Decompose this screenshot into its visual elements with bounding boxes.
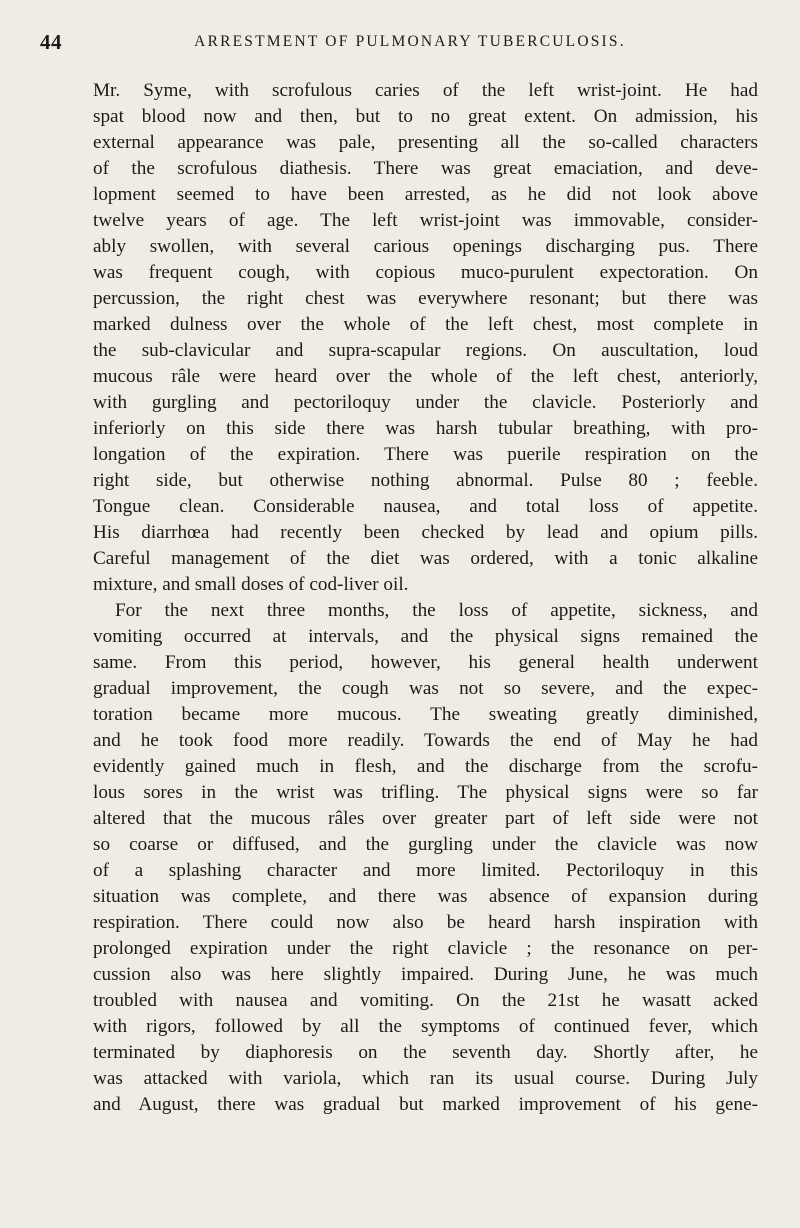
text-line: with gurgling and pectoriloquy under the clavicle. Posteriorly and [93, 392, 758, 413]
text-line: twelve years of age. The left wrist-joint was immovable, consider- [93, 210, 758, 231]
paragraph [93, 598, 758, 1118]
text-line: longation of the expiration. There was puerile respiration on the [93, 444, 758, 465]
text-line: terminated by diaphoresis on the seventh day. Shortly after, he [93, 1042, 758, 1063]
text-line: of a splashing character and more limited. Pectoriloquy in this [93, 860, 758, 881]
text-line: and he took food more readily. Towards the end of May he had [93, 730, 758, 751]
text-line: so coarse or diffused, and the gurgling under the clavicle was now [93, 834, 758, 855]
text-line: gradual improvement, the cough was not so severe, and the expec- [93, 678, 758, 699]
text-line: Tongue clean. Considerable nausea, and total loss of appetite. [93, 496, 758, 517]
text-line: same. From this period, however, his general health underwent [93, 652, 758, 673]
text-line: troubled with nausea and vomiting. On the 21st he wasatt acked [93, 990, 758, 1011]
text-line: ably swollen, with several carious openings discharging pus. There [93, 236, 758, 257]
page-number: 44 [40, 30, 62, 54]
text-line: toration became more mucous. The sweating greatly diminished, [93, 704, 758, 725]
text-line: altered that the mucous râles over greater part of left side were not [93, 808, 758, 829]
text-line: was attacked with variola, which ran its usual course. During July [93, 1068, 758, 1089]
text-line: the sub-clavicular and supra-scapular regions. On auscultation, loud [93, 340, 758, 361]
text-line: respiration. There could now also be heard harsh inspiration with [93, 912, 758, 933]
text-line: marked dulness over the whole of the left chest, most complete in [93, 314, 758, 335]
text-line: inferiorly on this side there was harsh tubular breathing, with pro- [93, 418, 758, 439]
text-line: For the next three months, the loss of appetite, sickness, and [115, 600, 758, 621]
text-line: with rigors, followed by all the symptoms of continued fever, which [93, 1016, 758, 1037]
text-line: and August, there was gradual but marked improvement of his gene- [93, 1094, 758, 1115]
text-line: Careful management of the diet was ordered, with a tonic alkaline [93, 548, 758, 569]
body-text [93, 78, 758, 1118]
text-line: prolonged expiration under the right clavicle ; the resonance on per- [93, 938, 758, 959]
page-header [40, 30, 760, 56]
text-line: percussion, the right chest was everywhere resonant; but there was [93, 288, 758, 309]
text-line: evidently gained much in flesh, and the discharge from the scrofu- [93, 756, 758, 777]
text-line: of the scrofulous diathesis. There was great emaciation, and deve- [93, 158, 758, 179]
text-line: right side, but otherwise nothing abnormal. Pulse 80 ; feeble. [93, 470, 758, 491]
text-line: lopment seemed to have been arrested, as he did not look above [93, 184, 758, 205]
text-line: cussion also was here slightly impaired. During June, he was much [93, 964, 758, 985]
running-title: ARRESTMENT OF PULMONARY TUBERCULOSIS. [194, 33, 626, 50]
text-line: vomiting occurred at intervals, and the physical signs remained the [93, 626, 758, 647]
text-line: mixture, and small doses of cod-liver oil. [93, 574, 409, 595]
text-line: situation was complete, and there was absence of expansion during [93, 886, 758, 907]
text-line: His diarrhœa had recently been checked by lead and opium pills. [93, 522, 758, 543]
text-line: spat blood now and then, but to no great extent. On admission, his [93, 106, 758, 127]
text-line: mucous râle were heard over the whole of the left chest, anteriorly, [93, 366, 758, 387]
text-line: lous sores in the wrist was trifling. The physical signs were so far [93, 782, 758, 803]
paragraph [93, 78, 758, 598]
text-line: external appearance was pale, presenting all the so-called characters [93, 132, 758, 153]
text-line: was frequent cough, with copious muco-purulent expectoration. On [93, 262, 758, 283]
text-line: Mr. Syme, with scrofulous caries of the left wrist-joint. He had [93, 80, 758, 101]
